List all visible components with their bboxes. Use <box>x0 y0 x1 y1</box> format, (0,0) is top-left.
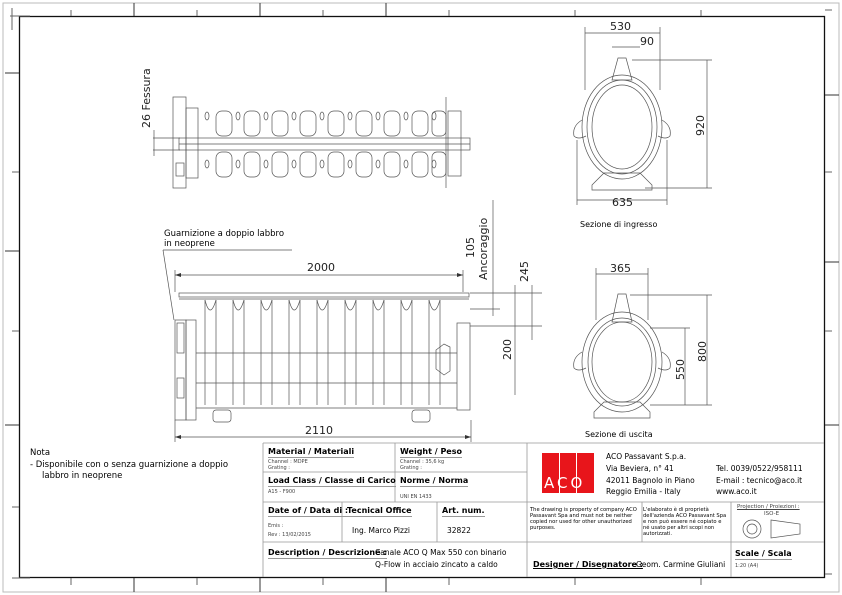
disclaimer-italian: L'elaborato è di proprietà dell'azienda ACO Passavant Spa e non può essere né copiato e né usato per altri scopi non autorizzati. <box>643 507 727 537</box>
material-header: Material / Materiali <box>268 447 355 456</box>
company-address-1: Via Beviera, n° 41 <box>606 464 674 473</box>
inlet-width-530-dimension: 530 <box>610 20 631 33</box>
fessura-dimension: 26 Fessura <box>140 68 153 128</box>
art-num-header: Art. num. <box>442 506 485 515</box>
anchor-105-dimension: 105 <box>464 237 477 258</box>
office-header: Tecnical Office <box>347 506 412 515</box>
material-channel: Channel : MDPE <box>268 459 308 465</box>
height-200-dimension: 200 <box>501 339 514 360</box>
description-line-2: Q-Flow in acciaio zincato a caldo <box>375 560 498 569</box>
section-inlet-drawing <box>574 27 712 205</box>
scale-value: 1:20 (A4) <box>735 563 759 569</box>
section-inlet-caption: Sezione di ingresso <box>580 220 658 229</box>
load-class-value: A15 - F900 <box>268 489 296 495</box>
gasket-callout-line2: in neoprene <box>164 239 215 249</box>
anchor-label: Ancoraggio <box>477 217 490 280</box>
company-website[interactable]: www.aco.it <box>716 487 757 496</box>
designer-value: Geom. Carmine Giuliani <box>636 560 726 569</box>
date-rev: Rev : 13/02/2015 <box>268 532 311 538</box>
projection-value: ISO-E <box>764 511 780 517</box>
projection-header: Projection / Proiezioni : <box>737 504 800 510</box>
company-email[interactable]: E-mail : tecnico@aco.it <box>716 476 803 485</box>
inlet-slot-90-dimension: 90 <box>640 35 654 48</box>
length-2110-dimension: 2110 <box>305 424 333 437</box>
norm-header: Norme / Norma <box>400 476 469 485</box>
note-title: Nota <box>30 448 51 458</box>
description-header: Description / Descrizione : <box>268 548 387 557</box>
norm-value: UNI EN 1433 <box>400 494 432 500</box>
company-name: ACO Passavant S.p.a. <box>606 452 687 461</box>
aco-logo-text: ACO <box>544 474 586 492</box>
designer-header: Designer / Disegnatore : <box>533 560 643 569</box>
height-245-dimension: 245 <box>518 261 531 282</box>
art-num-value: 32822 <box>447 526 471 535</box>
company-tel: Tel. 0039/0522/958111 <box>716 464 803 473</box>
section-outlet-caption: Sezione di uscita <box>585 430 653 439</box>
projection-symbol-icon <box>743 520 800 538</box>
load-class-header: Load Class / Classe di Carico <box>268 476 396 485</box>
scale-header: Scale / Scala <box>735 549 792 558</box>
section-outlet-drawing <box>574 268 712 418</box>
aco-logo <box>542 453 594 493</box>
gasket-callout-line1: Guarnizione a doppio labbro <box>164 229 285 239</box>
weight-grating: Grating : <box>400 465 422 471</box>
inlet-height-920-dimension: 920 <box>694 115 707 136</box>
date-header: Date of / Data di : <box>268 506 349 515</box>
note-line-1: - Disponibile con o senza guarnizione a doppio <box>30 460 229 470</box>
description-line-1: Canale ACO Q Max 550 con binario <box>375 548 507 557</box>
outlet-width-365-dimension: 365 <box>610 262 631 275</box>
company-address-3: Reggio Emilia - Italy <box>606 487 681 496</box>
outlet-inner-550-dimension: 550 <box>674 359 687 380</box>
date-emis: Emis : <box>268 523 284 529</box>
disclaimer-english: The drawing is property of company ACO Passavant Spa and must not be neither copied nor used for other unauthorized purposes. <box>530 507 637 531</box>
length-2000-dimension: 2000 <box>307 261 335 274</box>
inlet-base-635-dimension: 635 <box>612 196 633 209</box>
weight-channel: Channel : 35,6 kg <box>400 459 445 465</box>
note-line-2: labbro in neoprene <box>42 471 123 481</box>
material-grating: Grating : <box>268 465 290 471</box>
outlet-height-800-dimension: 800 <box>696 341 709 362</box>
top-view-drawing <box>153 97 470 188</box>
office-value: Ing. Marco Pizzi <box>352 526 410 535</box>
company-address-2: 42011 Bagnolo in Piano <box>606 476 695 485</box>
weight-header: Weight / Peso <box>400 447 462 456</box>
